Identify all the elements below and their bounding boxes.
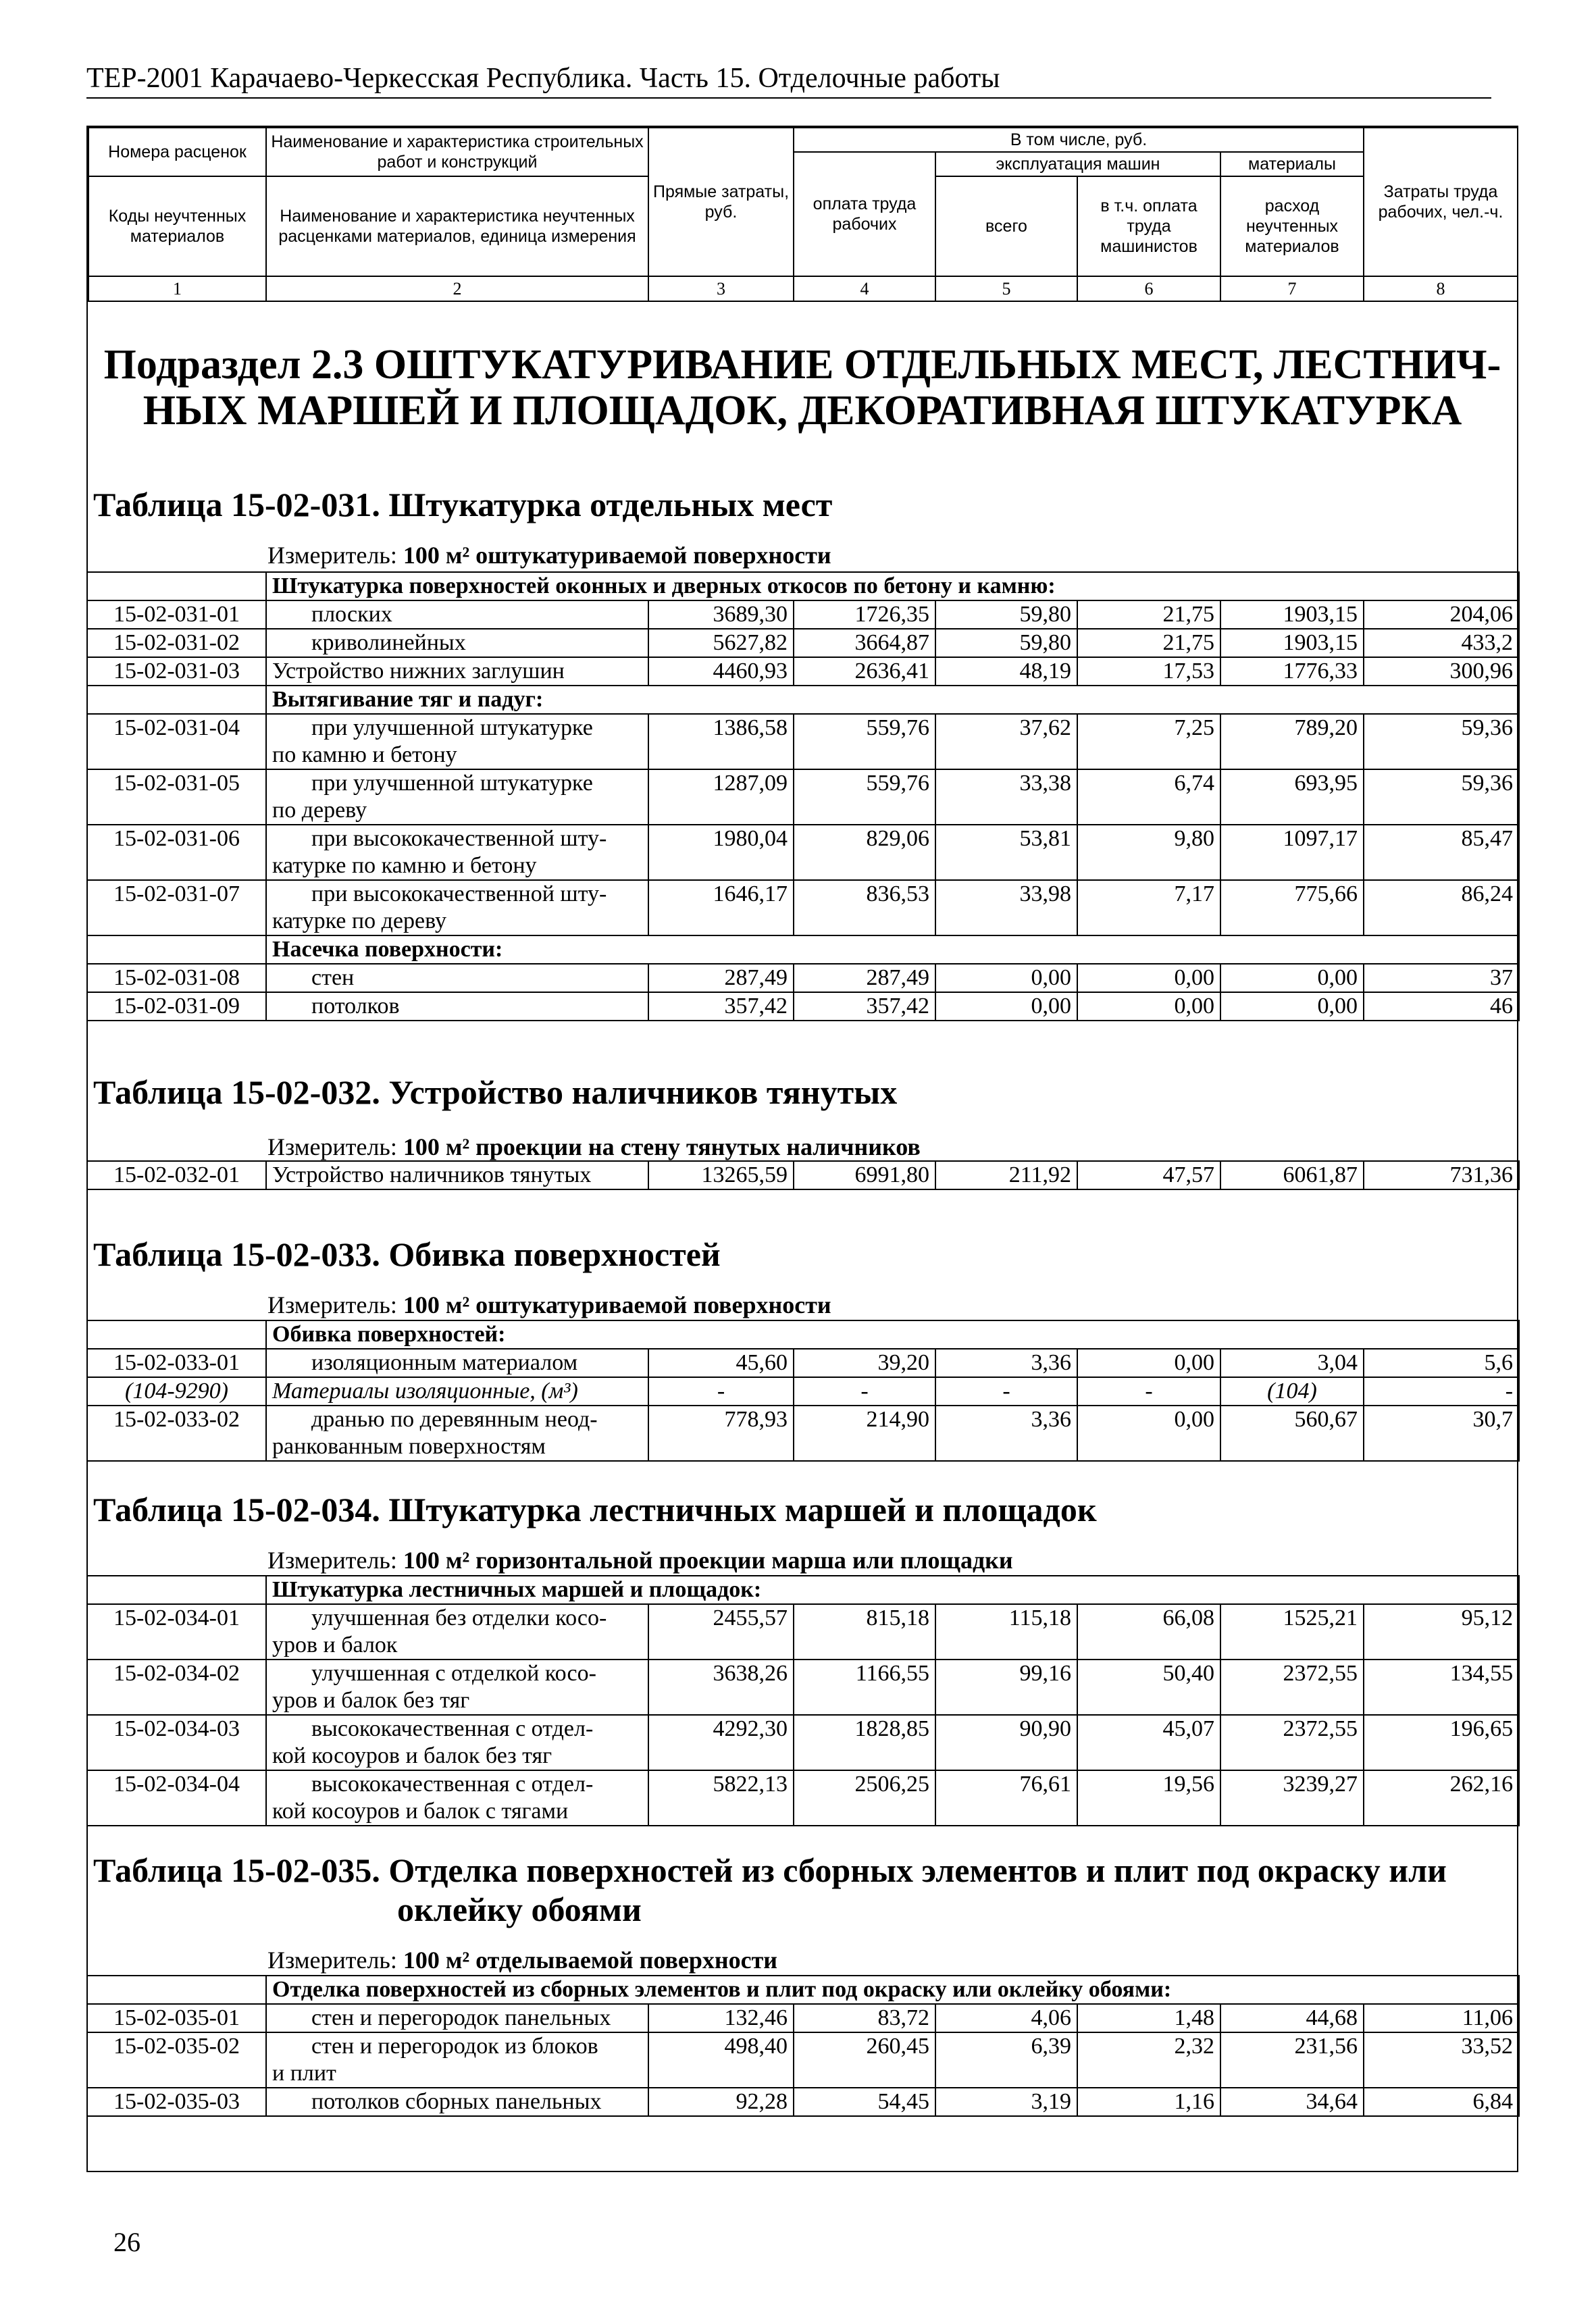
row-c7: 1525,21 — [1220, 1604, 1364, 1660]
section-title — [88, 342, 1517, 434]
row-c6: 0,00 — [1077, 992, 1220, 1021]
row-c5: 0,00 — [935, 964, 1077, 992]
header-num-6: 6 — [1077, 276, 1220, 301]
row-name — [266, 2088, 648, 2116]
header-zatraty-truda: Затраты труда рабочих, чел.-ч. — [1364, 128, 1518, 276]
row-name-text: плоских — [311, 602, 392, 627]
table-035-title — [93, 1851, 1447, 1929]
table-033-group-1: Обивка поверхностей: — [266, 1320, 1519, 1349]
row-name-text: криволинейных — [311, 630, 466, 655]
row-c6: 66,08 — [1077, 1604, 1220, 1660]
header-num-4: 4 — [794, 276, 935, 301]
row-c3: 4460,93 — [648, 657, 794, 686]
row-c7: 1776,33 — [1220, 657, 1364, 686]
row-c8: 11,06 — [1364, 2004, 1519, 2032]
header-v-tom-chisle: В том числе, руб. — [794, 128, 1364, 152]
row-c3: 5627,82 — [648, 629, 794, 657]
row-c5: 33,38 — [935, 769, 1077, 825]
row-c6: 47,57 — [1077, 1161, 1220, 1189]
table-row — [87, 1604, 1519, 1660]
row-name-line-2: кой косоуров и балок без тяг — [272, 1743, 552, 1768]
row-c7: 6061,87 — [1220, 1161, 1364, 1189]
measure-value: 100 м² оштукатуриваемой поверхности — [403, 542, 831, 569]
measure-prefix: Измеритель: — [267, 1291, 403, 1318]
table-row — [87, 1349, 1519, 1377]
row-c4: 815,18 — [794, 1604, 935, 1660]
row-c8: 731,36 — [1364, 1161, 1519, 1189]
row-code: 15-02-035-02 — [87, 2032, 266, 2088]
header-naimenovanie: Наименование и характеристика строительных работ и конструкций — [266, 128, 648, 176]
row-c8: 300,96 — [1364, 657, 1519, 686]
row-c7: 1097,17 — [1220, 825, 1364, 880]
row-name-line-2: по дереву — [272, 798, 367, 823]
table-row — [87, 629, 1519, 657]
row-c3: 287,49 — [648, 964, 794, 992]
row-c3: 132,46 — [648, 2004, 794, 2032]
row-c7: 3,04 — [1220, 1349, 1364, 1377]
row-c7: 560,67 — [1220, 1406, 1364, 1461]
table-034 — [86, 1575, 1520, 1826]
row-c8: 30,7 — [1364, 1406, 1519, 1461]
row-name-line-2: уров и балок — [272, 1632, 398, 1657]
row-name-line-1: при улучшенной штукатурке — [311, 771, 593, 796]
table-035-title-line-1: Таблица 15-02-035. Отделка поверхностей из сборных элементов и плит под окраску или — [93, 1851, 1447, 1889]
table-032-title: Таблица 15-02-032. Устройство наличников тянутых — [93, 1073, 898, 1111]
row-name-line-1: стен и перегородок из блоков — [311, 2034, 598, 2059]
row-c4: 829,06 — [794, 825, 935, 880]
row-name — [266, 1770, 648, 1826]
column-header-table — [88, 127, 1518, 302]
table-row-empty — [87, 1320, 266, 1349]
row-name-text: стен и перегородок панельных — [311, 2005, 611, 2030]
row-name — [266, 2032, 648, 2088]
row-name — [266, 1349, 648, 1377]
measure-value: 100 м² проекции на стену тянутых наличников — [403, 1133, 921, 1160]
row-c6: - — [1077, 1377, 1220, 1406]
table-033 — [86, 1320, 1520, 1462]
row-c4: - — [794, 1377, 935, 1406]
row-c8: 59,36 — [1364, 714, 1519, 769]
row-code: 15-02-031-01 — [87, 600, 266, 629]
header-pryamye: Прямые затраты, руб. — [648, 128, 794, 276]
row-c4: 287,49 — [794, 964, 935, 992]
row-code: 15-02-031-02 — [87, 629, 266, 657]
row-c5: 53,81 — [935, 825, 1077, 880]
row-c5: 6,39 — [935, 2032, 1077, 2088]
row-c6: 0,00 — [1077, 1349, 1220, 1377]
row-c4: 357,42 — [794, 992, 935, 1021]
row-c8: 86,24 — [1364, 880, 1519, 935]
row-c3: 1646,17 — [648, 880, 794, 935]
header-vsego: всего — [935, 176, 1077, 276]
row-name — [266, 992, 648, 1021]
header-num-1: 1 — [88, 276, 266, 301]
row-code: 15-02-031-04 — [87, 714, 266, 769]
row-name-line-2: ранкованным поверхностям — [272, 1434, 546, 1459]
row-c3: 13265,59 — [648, 1161, 794, 1189]
row-c5: 76,61 — [935, 1770, 1077, 1826]
row-code: 15-02-034-02 — [87, 1660, 266, 1715]
row-name-line-2: по камню и бетону — [272, 742, 457, 767]
row-c7: 2372,55 — [1220, 1715, 1364, 1770]
row-c5: 4,06 — [935, 2004, 1077, 2032]
table-row — [87, 880, 1519, 935]
row-code: 15-02-031-09 — [87, 992, 266, 1021]
row-c3: - — [648, 1377, 794, 1406]
row-code: 15-02-035-03 — [87, 2088, 266, 2116]
row-code: 15-02-031-07 — [87, 880, 266, 935]
row-c3: 357,42 — [648, 992, 794, 1021]
table-031-title: Таблица 15-02-031. Штукатурка отдельных мест — [93, 486, 833, 523]
row-c4: 83,72 — [794, 2004, 935, 2032]
row-code: 15-02-031-08 — [87, 964, 266, 992]
header-kody: Коды неучтенных материалов — [88, 176, 266, 276]
measure-value: 100 м² горизонтальной проекции марша или площадки — [403, 1547, 1013, 1574]
table-034-group-1: Штукатурка лестничных маршей и площадок: — [266, 1576, 1519, 1604]
table-031-group-1: Штукатурка поверхностей оконных и дверных откосов по бетону и камню: — [266, 572, 1519, 600]
row-c7: 2372,55 — [1220, 1660, 1364, 1715]
measure-prefix: Измеритель: — [267, 1947, 403, 1974]
row-code: 15-02-032-01 — [87, 1161, 266, 1189]
row-c3: 3689,30 — [648, 600, 794, 629]
header-naimenovanie-neuchtennyh: Наименование и характеристика неучтенных расценками материалов, единица измерения — [266, 176, 648, 276]
row-c4: 6991,80 — [794, 1161, 935, 1189]
row-c6: 2,32 — [1077, 2032, 1220, 2088]
header-materialy: материалы — [1220, 152, 1364, 176]
row-c6: 9,80 — [1077, 825, 1220, 880]
row-name: Устройство наличников тянутых — [266, 1161, 648, 1189]
row-c5: 90,90 — [935, 1715, 1077, 1770]
row-name-line-1: при высококачественной шту- — [311, 826, 607, 851]
row-c4: 214,90 — [794, 1406, 935, 1461]
table-row — [87, 2032, 1519, 2088]
header-nomera: Номера расценок — [88, 128, 266, 176]
row-c8: 6,84 — [1364, 2088, 1519, 2116]
row-c5: - — [935, 1377, 1077, 1406]
page-header: ТЕР-2001 Карачаево-Черкесская Республика. Часть 15. Отделочные работы — [86, 62, 1491, 99]
row-c8: - — [1364, 1377, 1519, 1406]
row-c4: 260,45 — [794, 2032, 935, 2088]
row-c8: 196,65 — [1364, 1715, 1519, 1770]
row-c8: 85,47 — [1364, 825, 1519, 880]
table-row — [87, 2088, 1519, 2116]
row-c6: 0,00 — [1077, 1406, 1220, 1461]
main-frame — [86, 126, 1518, 2172]
row-name-text: потолков сборных панельных — [311, 2089, 602, 2114]
row-c6: 1,16 — [1077, 2088, 1220, 2116]
row-c3: 92,28 — [648, 2088, 794, 2116]
row-name-line-1: при улучшенной штукатурке — [311, 715, 593, 740]
row-code: 15-02-031-06 — [87, 825, 266, 880]
row-c3: 498,40 — [648, 2032, 794, 2088]
row-c6: 45,07 — [1077, 1715, 1220, 1770]
row-c7: 1903,15 — [1220, 629, 1364, 657]
row-c8: 33,52 — [1364, 2032, 1519, 2088]
row-name — [266, 2004, 648, 2032]
page-number: 26 — [113, 2227, 140, 2257]
table-row-material — [87, 1377, 1519, 1406]
table-row-empty — [87, 572, 266, 600]
row-c5: 99,16 — [935, 1660, 1077, 1715]
row-c4: 1166,55 — [794, 1660, 935, 1715]
row-code: 15-02-034-04 — [87, 1770, 266, 1826]
row-c7: (104) — [1220, 1377, 1364, 1406]
row-name — [266, 1660, 648, 1715]
row-name-line-1: дранью по деревянным неод- — [311, 1407, 598, 1432]
table-row — [87, 714, 1519, 769]
row-c7: 789,20 — [1220, 714, 1364, 769]
row-name-line-1: при высококачественной шту- — [311, 881, 607, 906]
row-c3: 1386,58 — [648, 714, 794, 769]
row-c8: 204,06 — [1364, 600, 1519, 629]
row-c3: 4292,30 — [648, 1715, 794, 1770]
table-034-measure — [267, 1547, 1013, 1574]
table-031 — [86, 571, 1520, 1021]
row-c4: 3664,87 — [794, 629, 935, 657]
table-033-title: Таблица 15-02-033. Обивка поверхностей — [93, 1235, 721, 1273]
row-c8: 134,55 — [1364, 1660, 1519, 1715]
section-title-line-2: НЫХ МАРШЕЙ И ПЛОЩАДОК, ДЕКОРАТИВНАЯ ШТУКАТУРКА — [143, 388, 1462, 434]
table-row — [87, 2004, 1519, 2032]
row-name — [266, 880, 648, 935]
row-c7: 3239,27 — [1220, 1770, 1364, 1826]
row-c5: 211,92 — [935, 1161, 1077, 1189]
row-code: 15-02-031-03 — [87, 657, 266, 686]
row-c5: 37,62 — [935, 714, 1077, 769]
table-row — [87, 1770, 1519, 1826]
row-c3: 1287,09 — [648, 769, 794, 825]
row-c6: 21,75 — [1077, 629, 1220, 657]
row-c5: 48,19 — [935, 657, 1077, 686]
row-c8: 46 — [1364, 992, 1519, 1021]
row-c3: 1980,04 — [648, 825, 794, 880]
row-name-line-2: катурке по дереву — [272, 908, 446, 933]
header-num-2: 2 — [266, 276, 648, 301]
row-name — [266, 629, 648, 657]
row-code: (104-9290) — [87, 1377, 266, 1406]
row-c8: 59,36 — [1364, 769, 1519, 825]
table-031-measure — [267, 542, 831, 569]
row-c7: 1903,15 — [1220, 600, 1364, 629]
row-c5: 0,00 — [935, 992, 1077, 1021]
row-c7: 775,66 — [1220, 880, 1364, 935]
row-c8: 5,6 — [1364, 1349, 1519, 1377]
row-c6: 7,17 — [1077, 880, 1220, 935]
header-rashod: расход неучтенных материалов — [1220, 176, 1364, 276]
row-c5: 59,80 — [935, 600, 1077, 629]
table-035-group-1: Отделка поверхностей из сборных элементов и плит под окраску или оклейку обоями: — [266, 1976, 1519, 2004]
row-c8: 37 — [1364, 964, 1519, 992]
row-c3: 45,60 — [648, 1349, 794, 1377]
table-031-group-3: Насечка поверхности: — [266, 935, 1519, 964]
row-c5: 59,80 — [935, 629, 1077, 657]
row-c5: 33,98 — [935, 880, 1077, 935]
table-row — [87, 825, 1519, 880]
table-035-title-line-2: оклейку обоями — [397, 1891, 642, 1928]
row-c8: 433,2 — [1364, 629, 1519, 657]
row-c5: 3,19 — [935, 2088, 1077, 2116]
row-c8: 262,16 — [1364, 1770, 1519, 1826]
table-row — [87, 992, 1519, 1021]
row-c6: 1,48 — [1077, 2004, 1220, 2032]
row-c6: 50,40 — [1077, 1660, 1220, 1715]
table-row — [87, 600, 1519, 629]
table-031-group-2: Вытягивание тяг и падуг: — [266, 686, 1519, 714]
row-name — [266, 825, 648, 880]
row-c8: 95,12 — [1364, 1604, 1519, 1660]
row-name-line-1: улучшенная с отделкой косо- — [311, 1661, 596, 1686]
row-c6: 19,56 — [1077, 1770, 1220, 1826]
row-c3: 5822,13 — [648, 1770, 794, 1826]
row-code: 15-02-034-01 — [87, 1604, 266, 1660]
row-c7: 693,95 — [1220, 769, 1364, 825]
measure-value: 100 м² отделываемой поверхности — [403, 1947, 778, 1974]
table-row-empty — [87, 935, 266, 964]
measure-prefix: Измеритель: — [267, 542, 403, 569]
row-name — [266, 1406, 648, 1461]
table-row — [87, 1715, 1519, 1770]
row-c4: 1828,85 — [794, 1715, 935, 1770]
table-row-empty — [87, 1576, 266, 1604]
row-name-text: изоляционным материалом — [311, 1350, 578, 1375]
row-c6: 6,74 — [1077, 769, 1220, 825]
row-name — [266, 600, 648, 629]
row-code: 15-02-035-01 — [87, 2004, 266, 2032]
row-c7: 44,68 — [1220, 2004, 1364, 2032]
row-c4: 2636,41 — [794, 657, 935, 686]
table-row — [87, 964, 1519, 992]
row-name-line-1: высококачественная с отдел- — [311, 1772, 594, 1797]
row-name-text: потолков — [311, 994, 400, 1019]
row-c7: 34,64 — [1220, 2088, 1364, 2116]
table-034-title: Таблица 15-02-034. Штукатурка лестничных маршей и площадок — [93, 1491, 1097, 1528]
row-c4: 559,76 — [794, 769, 935, 825]
row-c6: 7,25 — [1077, 714, 1220, 769]
row-name-text: стен — [311, 965, 355, 990]
table-032-measure — [267, 1133, 921, 1160]
header-num-5: 5 — [935, 276, 1077, 301]
table-row — [87, 1660, 1519, 1715]
row-c4: 54,45 — [794, 2088, 935, 2116]
measure-value: 100 м² оштукатуриваемой поверхности — [403, 1291, 831, 1318]
row-c3: 2455,57 — [648, 1604, 794, 1660]
row-name-line-2: и плит — [272, 2061, 336, 2086]
row-code: 15-02-031-05 — [87, 769, 266, 825]
row-c7: 0,00 — [1220, 964, 1364, 992]
row-c6: 17,53 — [1077, 657, 1220, 686]
row-c7: 231,56 — [1220, 2032, 1364, 2088]
row-c6: 0,00 — [1077, 964, 1220, 992]
row-name — [266, 714, 648, 769]
row-code: 15-02-033-01 — [87, 1349, 266, 1377]
row-name — [266, 769, 648, 825]
measure-prefix: Измеритель: — [267, 1133, 403, 1160]
measure-prefix: Измеритель: — [267, 1547, 403, 1574]
row-name-line-1: высококачественная с отдел- — [311, 1716, 594, 1741]
table-row — [87, 657, 1519, 686]
row-c5: 115,18 — [935, 1604, 1077, 1660]
row-c3: 778,93 — [648, 1406, 794, 1461]
table-row — [87, 1161, 1519, 1189]
section-title-line-1: Подраздел 2.3 ОШТУКАТУРИВАНИЕ ОТДЕЛЬНЫХ МЕСТ, ЛЕСТНИЧ- — [103, 342, 1501, 388]
row-c5: 3,36 — [935, 1349, 1077, 1377]
row-name — [266, 1604, 648, 1660]
row-name: Материалы изоляционные, (м³) — [266, 1377, 648, 1406]
table-032 — [86, 1160, 1520, 1190]
table-row-empty — [87, 1976, 266, 2004]
row-name-line-1: улучшенная без отделки косо- — [311, 1605, 607, 1630]
row-c5: 3,36 — [935, 1406, 1077, 1461]
row-c4: 2506,25 — [794, 1770, 935, 1826]
row-c4: 39,20 — [794, 1349, 935, 1377]
row-name — [266, 1715, 648, 1770]
row-c6: 21,75 — [1077, 600, 1220, 629]
row-c7: 0,00 — [1220, 992, 1364, 1021]
row-code: 15-02-034-03 — [87, 1715, 266, 1770]
table-033-measure — [267, 1291, 831, 1318]
row-c4: 559,76 — [794, 714, 935, 769]
header-num-7: 7 — [1220, 276, 1364, 301]
row-c4: 1726,35 — [794, 600, 935, 629]
row-name — [266, 964, 648, 992]
row-c3: 3638,26 — [648, 1660, 794, 1715]
row-c4: 836,53 — [794, 880, 935, 935]
header-vtch-oplata: в т.ч. оплата труда машинистов — [1077, 176, 1220, 276]
row-code: 15-02-033-02 — [87, 1406, 266, 1461]
row-name-line-2: кой косоуров и балок с тягами — [272, 1799, 569, 1824]
table-row — [87, 1406, 1519, 1461]
table-035-measure — [267, 1947, 777, 1974]
row-name: Устройство нижних заглушин — [266, 657, 648, 686]
table-035 — [86, 1975, 1520, 2117]
table-row-empty — [87, 686, 266, 714]
table-row — [87, 769, 1519, 825]
header-ekspluatatsiya: эксплуатация машин — [935, 152, 1220, 176]
row-name-line-2: катурке по камню и бетону — [272, 853, 537, 878]
header-oplata-truda: оплата труда рабочих — [794, 152, 935, 276]
header-num-8: 8 — [1364, 276, 1518, 301]
row-name-line-2: уров и балок без тяг — [272, 1688, 470, 1713]
header-num-3: 3 — [648, 276, 794, 301]
